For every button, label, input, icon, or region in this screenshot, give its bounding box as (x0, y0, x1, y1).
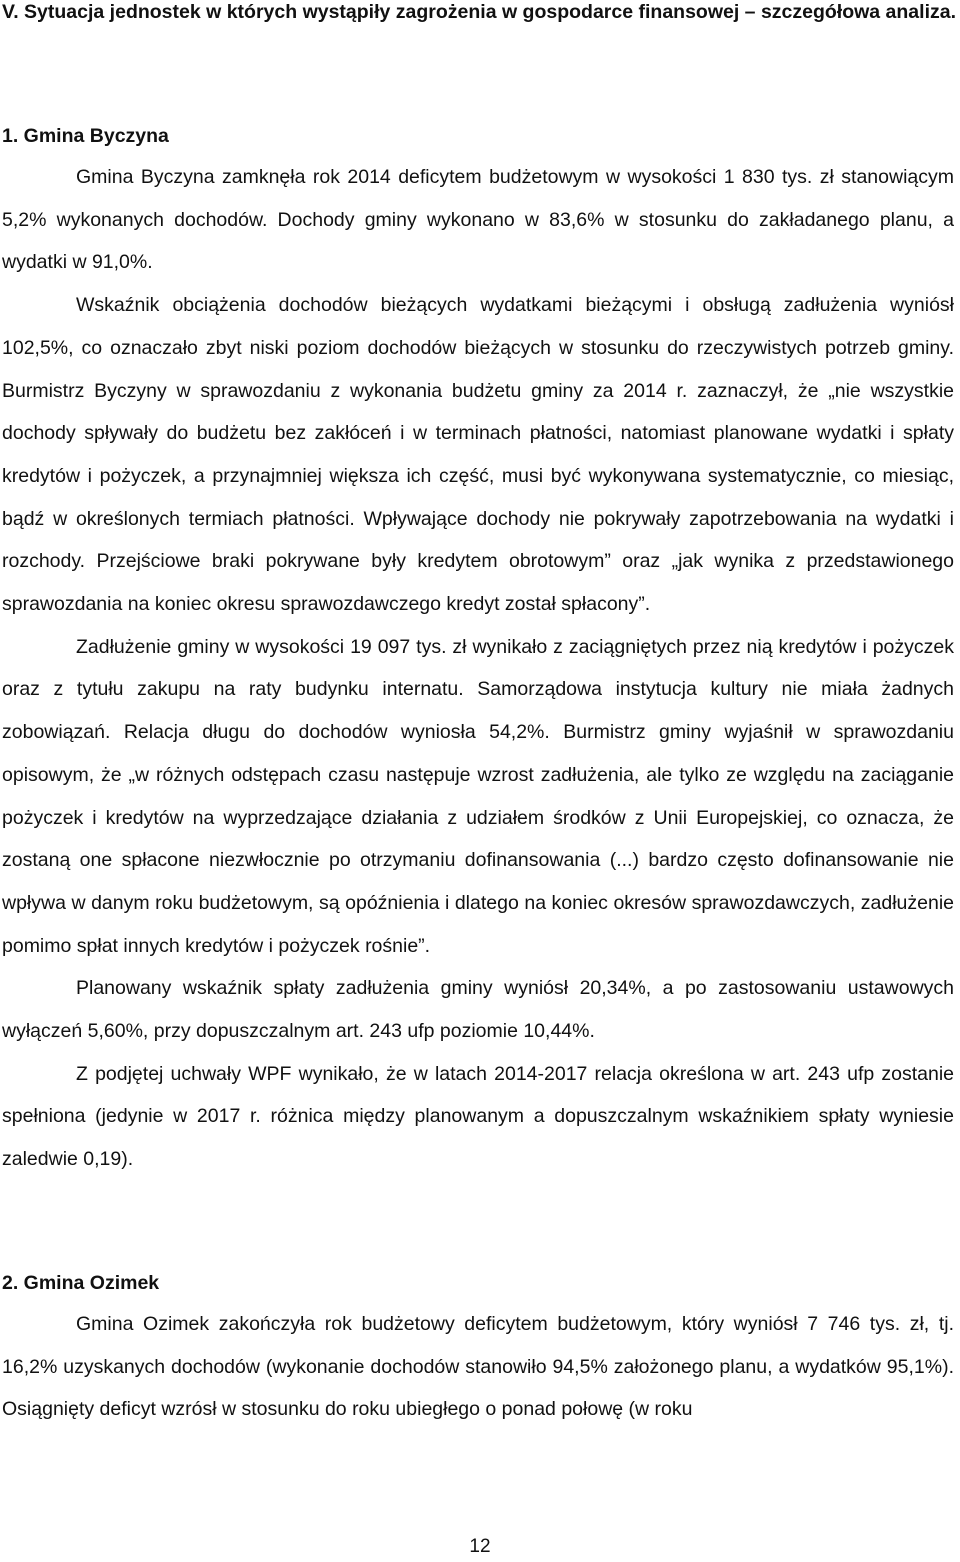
subsection-heading-ozimek: 2. Gmina Ozimek (2, 1272, 160, 1294)
ozimek-body (0, 1303, 960, 1431)
paragraph: Zadłużenie gminy w wysokości 19 097 tys. zł wynikało z zaciągniętych przez nią kredytów i pożyczek oraz z tytułu zakupu na raty budynku internatu. Samorządowa instytucja kultury nie miała żadnych zobowiązań. Relacja długu do dochodów wyniosła 54,2%. Burmistrz gminy wyjaśnił w sprawozdaniu opisowym, że „w różnych odstępach czasu następuje wzrost zadłużenia, ale tylko ze względu na zaciąganie pożyczek i kredytów na wyprzedzające działania z udziałem środków z Unii Europejskiej, co oznacza, że zostaną one spłacone niezwłocznie po otrzymaniu dofinansowania (...) bardzo często dofinansowanie nie wpływa w danym roku budżetowym, są opóźnienia i dlatego na koniec okresów sprawozdawczych, zadłużenie pomimo spłat innych kredytów i pożyczek rośnie”. (2, 635, 954, 957)
paragraph: Gmina Ozimek zakończyła rok budżetowy deficytem budżetowym, który wyniósł 7 746 tys. zł, tj. 16,2% uzyskanych dochodów (wykonanie dochodów stanowiło 94,5% założonego planu, a wydatków 95,1%). Osiągnięty deficyt wzrósł w stosunku do roku ubiegłego o ponad połowę (w roku (2, 1313, 954, 1421)
paragraph: Z podjętej uchwały WPF wynikało, że w latach 2014-2017 relacja określona w art. 243 ufp zostanie spełniona (jedynie w 2017 r. różnica między planowanym a dopuszczalnym wskaźnikiem spłaty wyniesie zaledwie 0,19). (2, 1062, 954, 1171)
paragraph: Wskaźnik obciążenia dochodów bieżących wydatkami bieżącymi i obsługą zadłużenia wyniósł 102,5%, co oznaczało zbyt niski poziom dochodów bieżących w stosunku do rzeczywistych potrzeb gminy. Burmistrz Byczyny w sprawozdaniu z wykonania budżetu gminy za 2014 r. zaznaczył, że „nie wszystkie dochody spływały do budżetu bez zakłóceń i w terminach płatności, natomiast planowane wydatki i spłaty kredytów i pożyczek, a przynajmniej większa ich część, musi być wykonywana systematycznie, co miesiąc, bądź w określonych termiach płatności. Wpływające dochody nie pokrywały zapotrzebowania na wydatki i rozchody. Przejściowe braki pokrywane były kredytem obrotowym” oraz „jak wynika z przedstawionego sprawozdania na koniec okresu sprawozdawczego kredyt został spłacony”. (2, 294, 954, 616)
paragraph: Gmina Byczyna zamknęła rok 2014 deficytem budżetowym w wysokości 1 830 tys. zł stanowiącym 5,2% wykonanych dochodów. Dochody gminy wykonano w 83,6% w stosunku do zakładanego planu, a wydatki w 91,0%. (2, 166, 954, 274)
section-title: V. Sytuacja jednostek w których wystąpiły zagrożenia w gospodarce finansowej – szczegółowa analiza. (2, 1, 957, 23)
page-number: 12 (469, 1536, 491, 1557)
byczyna-body (0, 156, 960, 1181)
subsection-heading-byczyna: 1. Gmina Byczyna (2, 125, 169, 147)
paragraph: Planowany wskaźnik spłaty zadłużenia gminy wyniósł 20,34%, a po zastosowaniu ustawowych wyłączeń 5,60%, przy dopuszczalnym art. 243 ufp poziomie 10,44%. (2, 977, 954, 1043)
